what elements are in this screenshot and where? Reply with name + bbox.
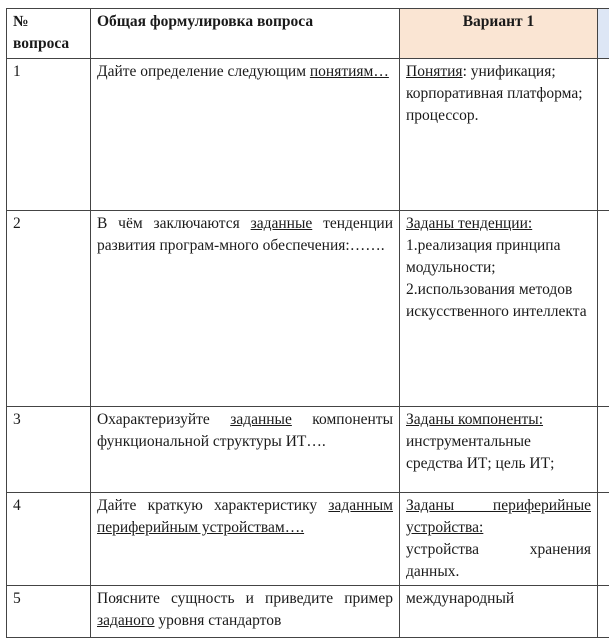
questions-table — [6, 8, 609, 638]
next-column-cell — [598, 59, 609, 211]
row-num: 3 — [7, 407, 91, 493]
next-column-cell — [598, 493, 609, 586]
table-header-row — [7, 9, 609, 59]
table-row — [7, 59, 609, 211]
next-column-edge — [598, 9, 609, 59]
row-num: 2 — [7, 211, 91, 407]
row-answer: Заданы периферийные устройства: устройства хранения данных. — [400, 493, 598, 586]
header-question: Общая формулировка вопроса — [91, 9, 400, 59]
header-variant: Вариант 1 — [400, 9, 598, 59]
row-question: В чём заключаются заданные тенденции развития програм-много обеспечения:……. — [91, 211, 400, 407]
row-num: 1 — [7, 59, 91, 211]
row-answer: Понятия: унификация; корпоративная платформа; процессор. — [400, 59, 598, 211]
next-column-cell — [598, 211, 609, 407]
table-row — [7, 407, 609, 493]
row-question: Поясните сущность и приведите пример заданого уровня стандартов — [91, 586, 400, 638]
row-question: Дайте определение следующим понятиям… — [91, 59, 400, 211]
row-question: Дайте краткую характеристику заданным периферийным устройствам…. — [91, 493, 400, 586]
row-num: 5 — [7, 586, 91, 638]
row-question: Охарактеризуйте заданные компоненты функциональной структуры ИТ…. — [91, 407, 400, 493]
next-column-cell — [598, 586, 609, 638]
row-num: 4 — [7, 493, 91, 586]
row-answer: международный — [400, 586, 598, 638]
row-answer: Заданы компоненты: инструментальные средства ИТ; цель ИТ; — [400, 407, 598, 493]
table-row — [7, 493, 609, 586]
table-row — [7, 211, 609, 407]
next-column-cell — [598, 407, 609, 493]
row-answer: Заданы тенденции: 1.реализация принципа модульности; 2.использования методов искусственного интеллекта — [400, 211, 598, 407]
header-num: № вопроса — [7, 9, 91, 59]
table-row — [7, 586, 609, 638]
